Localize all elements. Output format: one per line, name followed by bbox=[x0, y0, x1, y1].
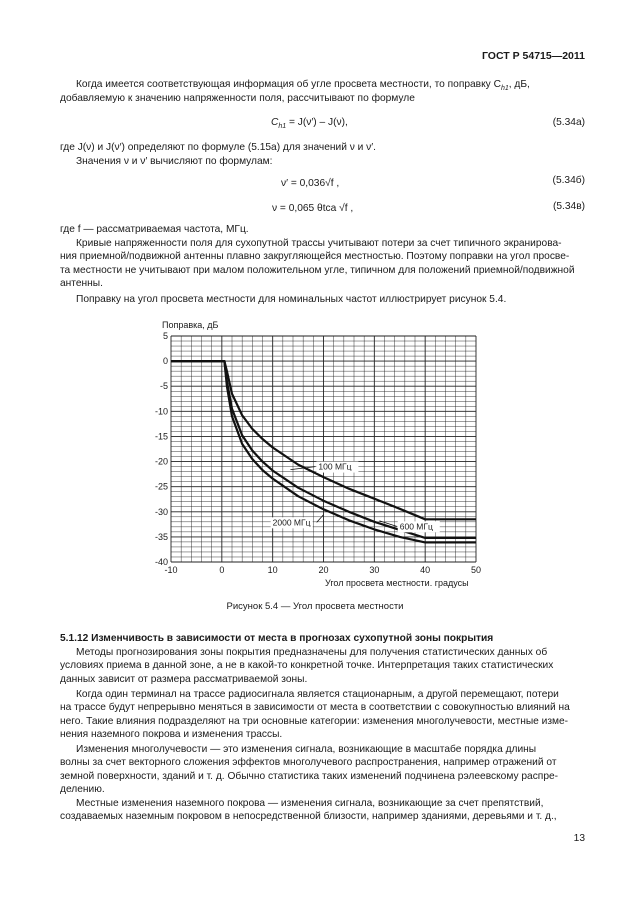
chart-xlabel: Угол просвета местности. градусы bbox=[325, 578, 469, 588]
multipath-line-3: земной поверхности, зданий и т. д. Обычно статистика таких изменений подчинена рэлеевскому распре- bbox=[60, 770, 559, 782]
y-tick-label: -15 bbox=[154, 431, 168, 442]
y-tick-label: 5 bbox=[162, 331, 168, 341]
y-tick-label: -20 bbox=[154, 456, 168, 467]
paragraph-terminal bbox=[60, 688, 586, 741]
multipath-line-4: делению. bbox=[60, 783, 105, 795]
intro-end: , дБ, bbox=[508, 79, 530, 90]
y-tick-label: -5 bbox=[159, 381, 168, 392]
curves-line-1: Кривые напряженности поля для сухопутной трассы учитывают потери за счет типичного экранирова- bbox=[76, 238, 562, 249]
paragraph-multipath bbox=[60, 743, 586, 796]
chart-ylabel: Поправка, дБ bbox=[162, 320, 219, 330]
curves-line-2: ния приемной/подвижной антенны плавно закругляющейся местностью. Поэтому поправки на угол просве- bbox=[60, 251, 570, 263]
paragraph-curves bbox=[60, 237, 586, 290]
document-id: ГОСТ Р 54715—2011 bbox=[481, 50, 585, 62]
y-tick-label: -35 bbox=[154, 531, 168, 542]
multipath-line-2: волны за счет векторного сложения эффектов многолучевого распространения, например отражений от bbox=[60, 757, 557, 769]
terminal-line-4: нения наземного покрова и изменения трассы. bbox=[60, 728, 283, 740]
x-tick-label: 30 bbox=[369, 565, 380, 575]
paragraph-where-j: где J(ν) и J(ν′) определяют по формуле (5.15а) для значений ν и ν′. bbox=[60, 142, 376, 153]
curves-line-3: та местности не учитывают при малом положительном угле, типичном для положений приемной/подвижной bbox=[60, 264, 575, 276]
x-tick-label: 50 bbox=[470, 565, 482, 575]
x-tick-label: 10 bbox=[267, 565, 278, 575]
paragraph-local bbox=[60, 797, 586, 824]
formula-rhs: = J(ν′) – J(ν), bbox=[289, 117, 348, 128]
x-tick-label: -10 bbox=[164, 565, 178, 575]
y-tick-label: 0 bbox=[162, 356, 168, 367]
intro-text: Когда имеется соответствующая информация об угле просвета местности, то поправку C bbox=[76, 79, 501, 90]
methods-line-3: данных зависит от размера рассматриваемой зоны. bbox=[60, 673, 308, 685]
series-annotation: 600 МГц bbox=[399, 521, 433, 532]
y-tick-label: -30 bbox=[154, 506, 168, 517]
figure-caption: Рисунок 5.4 — Угол просвета местности bbox=[226, 601, 404, 612]
paragraph-values: Значения ν и ν′ вычисляют по формулам: bbox=[76, 156, 273, 167]
formula-lhs-sub: h1 bbox=[278, 123, 287, 131]
formula-5-34b: ν′ = 0,036√f , bbox=[281, 178, 340, 189]
methods-line-1: Методы прогнозирования зоны покрытия предназначены для получения статистических данных об bbox=[76, 647, 548, 658]
terminal-line-2: на трассе будут непрерывно меняться в зависимости от места в соответствии с совокупностью влияний на bbox=[60, 702, 570, 714]
series-annotation: 100 МГц bbox=[318, 461, 352, 472]
formula-lhs: C bbox=[271, 117, 279, 128]
x-tick-label: 0 bbox=[219, 565, 225, 575]
formula-5-34a bbox=[271, 116, 348, 133]
formula-5-34v: ν = 0,065 θtca √f , bbox=[272, 203, 354, 214]
paragraph-where-f: где f — рассматриваемая частота, МГц. bbox=[60, 224, 249, 235]
clearance-angle-chart bbox=[140, 316, 500, 596]
page-number: 13 bbox=[573, 833, 585, 844]
local-line-1: Местные изменения наземного покрова — изменения сигнала, возникающие за счет препятствий, bbox=[76, 798, 544, 809]
terminal-line-1: Когда один терминал на трассе радиосигнала является стационарным, а другой перемещают, потери bbox=[76, 689, 559, 700]
paragraph-intro-line2: добавляемую к значению напряженности поля, рассчитывают по формуле bbox=[60, 93, 415, 104]
y-tick-label: -40 bbox=[154, 557, 168, 567]
x-tick-label: 40 bbox=[420, 565, 431, 575]
equation-number-b: (5.34б) bbox=[552, 175, 585, 186]
y-tick-label: -10 bbox=[154, 406, 168, 417]
paragraph-methods bbox=[60, 646, 586, 686]
equation-number-v: (5.34в) bbox=[552, 201, 585, 212]
y-tick-label: -25 bbox=[154, 481, 168, 492]
x-tick-label: 20 bbox=[318, 565, 329, 575]
intro-sub: h1 bbox=[500, 85, 509, 93]
section-heading: 5.1.12 Изменчивость в зависимости от места в прогнозах сухопутной зоны покрытия bbox=[60, 633, 494, 644]
annotation-leader bbox=[317, 515, 324, 523]
series-annotation: 2000 МГц bbox=[272, 517, 311, 528]
methods-line-2: условиях приема в данной зоне, а не в какой-то конкретной точке. Интерпретация таких статистических bbox=[60, 660, 554, 672]
curves-line-4: антенны. bbox=[60, 277, 103, 289]
paragraph-figure-ref: Поправку на угол просвета местности для номинальных частот иллюстрирует рисунок 5.4. bbox=[76, 294, 507, 305]
local-line-2: создаваемых наземным покровом в непосредственной близости, например зданиями, деревьями и т. д., bbox=[60, 811, 557, 823]
equation-number-a: (5.34а) bbox=[552, 117, 585, 128]
multipath-line-1: Изменения многолучевости — это изменения сигнала, возникающие в масштабе порядка длины bbox=[76, 744, 537, 755]
terminal-line-3: него. Такие влияния подразделяют на три основные категории: изменения многолучевости, местные изме- bbox=[60, 715, 569, 727]
